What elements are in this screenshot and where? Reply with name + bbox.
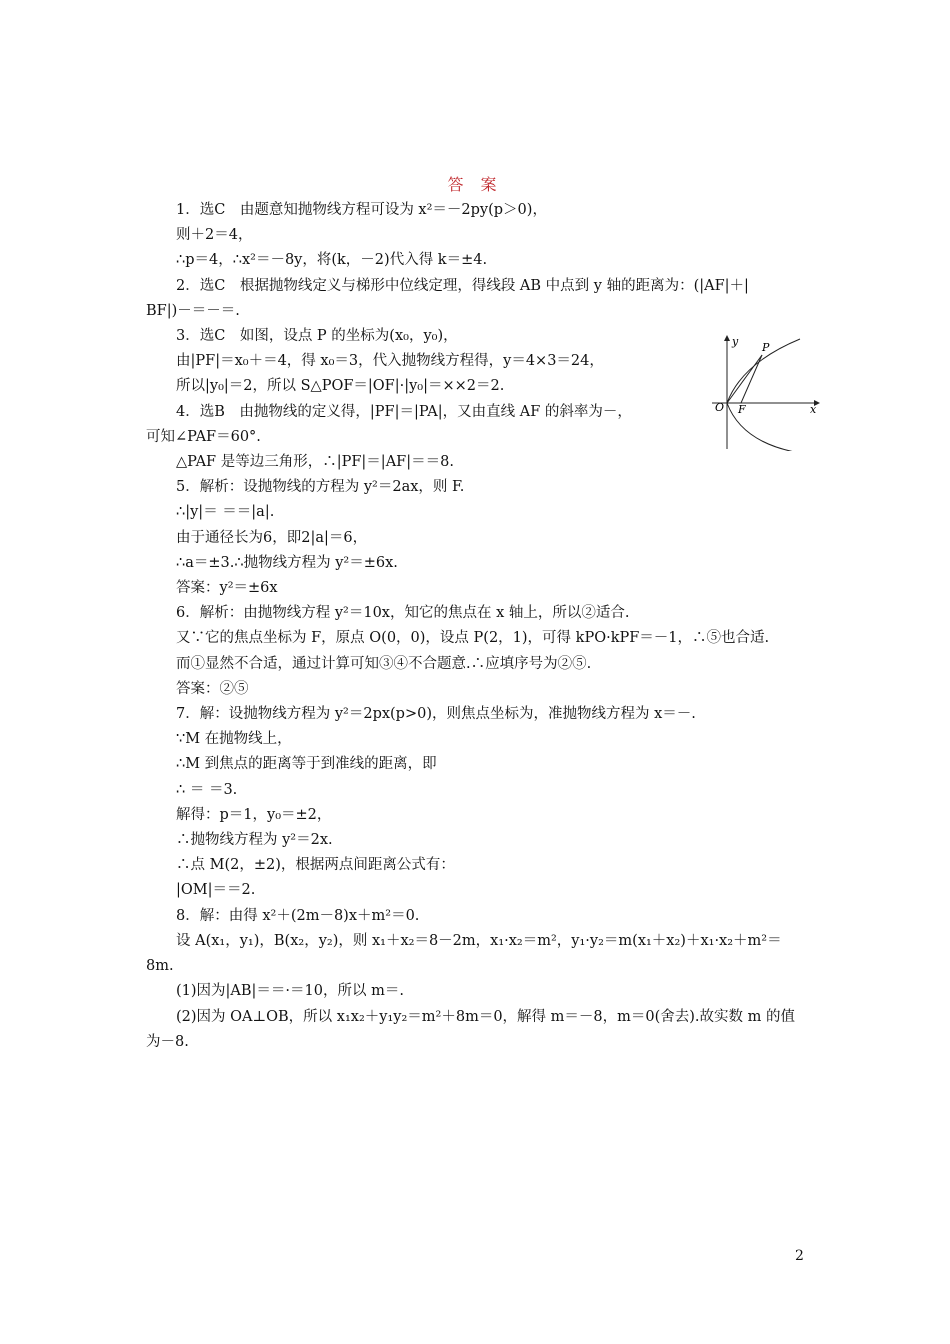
answer-line: BF|)－＝－＝. [146, 302, 240, 319]
answer-line: 由|PF|＝x₀＋＝4，得 x₀＝3，代入抛物线方程得，y＝4×3＝24， [176, 353, 604, 370]
y-axis-arrow [724, 335, 730, 341]
answer-line: 设 A(x₁，y₁)，B(x₂，y₂)，则 x₁＋x₂＝8－2m，x₁·x₂＝m²，y₁·y₂＝m(x₁＋x₂)＋x₁·x₂＋m²＝ [176, 932, 782, 949]
answer-line: 由于通径长为6，即2|a|＝6， [176, 529, 368, 546]
answer-line: |OM|＝＝2. [176, 882, 256, 899]
answer-line: 5．解析：设抛物线的方程为 y²＝2ax，则 F. [176, 479, 465, 496]
answer-line: 1．选C 由题意知抛物线方程可设为 x²＝－2py(p＞0)， [176, 202, 547, 218]
answer-line: 所以|y₀|＝2，所以 S△POF＝|OF|·|y₀|＝××2＝2. [176, 378, 505, 395]
answer-line: 则＋2＝4， [176, 227, 253, 244]
answer-line: 8．解：由得 x²＋(2m－8)x＋m²＝0. [176, 907, 420, 924]
answer-line: 解得：p＝1，y₀＝±2， [176, 806, 332, 823]
answer-line: ∴a＝±3.∴抛物线方程为 y²＝±6x. [176, 554, 398, 571]
point-p-label: P [762, 341, 770, 354]
x-axis-label: x [810, 403, 817, 416]
answer-line: 3．选C 如图，设点 P 的坐标为(x₀，y₀)， [176, 328, 458, 345]
y-axis-label: y [732, 335, 739, 348]
answer-line: (1)因为|AB|＝＝·＝10，所以 m＝. [176, 983, 404, 1000]
focus-label: F [738, 403, 746, 416]
answer-line: (2)因为 OA⊥OB，所以 x₁x₂＋y₁y₂＝m²＋8m＝0，解得 m＝－8，m＝0(舍去).故实数 m 的值 [176, 1008, 795, 1025]
answer-line: 6．解析：由抛物线方程 y²＝10x，知它的焦点在 x 轴上，所以②适合. [176, 605, 630, 622]
answer-line: 又∵它的焦点坐标为 F，原点 O(0，0)，设点 P(2，1)，可得 kPO·kPF＝－1，∴⑤也合适. [176, 630, 770, 647]
answer-line: 2．选C 根据抛物线定义与梯形中位线定理，得线段 AB 中点到 y 轴的距离为：(|AF|＋| [176, 277, 749, 294]
answer-line: ∴M 到焦点的距离等于到准线的距离，即 [176, 756, 437, 773]
page-number: 2 [795, 1248, 804, 1264]
answer-line: 答案：②⑤ [176, 680, 249, 697]
parabola-curve [727, 339, 800, 451]
answer-line: ∴ ＝ ＝3. [176, 781, 238, 798]
answer-line: 8m. [146, 958, 174, 975]
answer-line: 7．解：设抛物线方程为 y²＝2px(p>0)，则焦点坐标为，准抛物线方程为 x＝－. [176, 706, 696, 723]
answer-line: 4．选B 由抛物线的定义得，|PF|＝|PA|，又由直线 AF 的斜率为－， [176, 403, 632, 420]
parabola-figure [710, 333, 822, 451]
answer-title: 答 案 [447, 175, 503, 194]
answer-line: 为－8. [146, 1033, 189, 1050]
answer-line: ∴p＝4，∴x²＝－8y，将(k，－2)代入得 k＝±4. [176, 252, 488, 269]
origin-label: O [715, 401, 725, 414]
answer-line: 可知∠PAF＝60°. [146, 428, 261, 445]
answer-line: △PAF 是等边三角形，∴|PF|＝|AF|＝＝8. [176, 454, 454, 471]
answer-body [146, 198, 812, 1055]
answer-line: ∴|y|＝ ＝＝|a|. [176, 504, 275, 521]
answer-line: 答案：y²＝±6x [176, 580, 278, 597]
answer-line: ∴点 M(2，±2)，根据两点间距离公式有： [176, 857, 455, 874]
answer-line: ∵M 在抛物线上， [176, 731, 292, 748]
answer-line: ∴抛物线方程为 y²＝2x. [176, 832, 333, 849]
answer-line: 而①显然不合适，通过计算可知③④不合题意.∴应填序号为②⑤. [176, 655, 592, 672]
